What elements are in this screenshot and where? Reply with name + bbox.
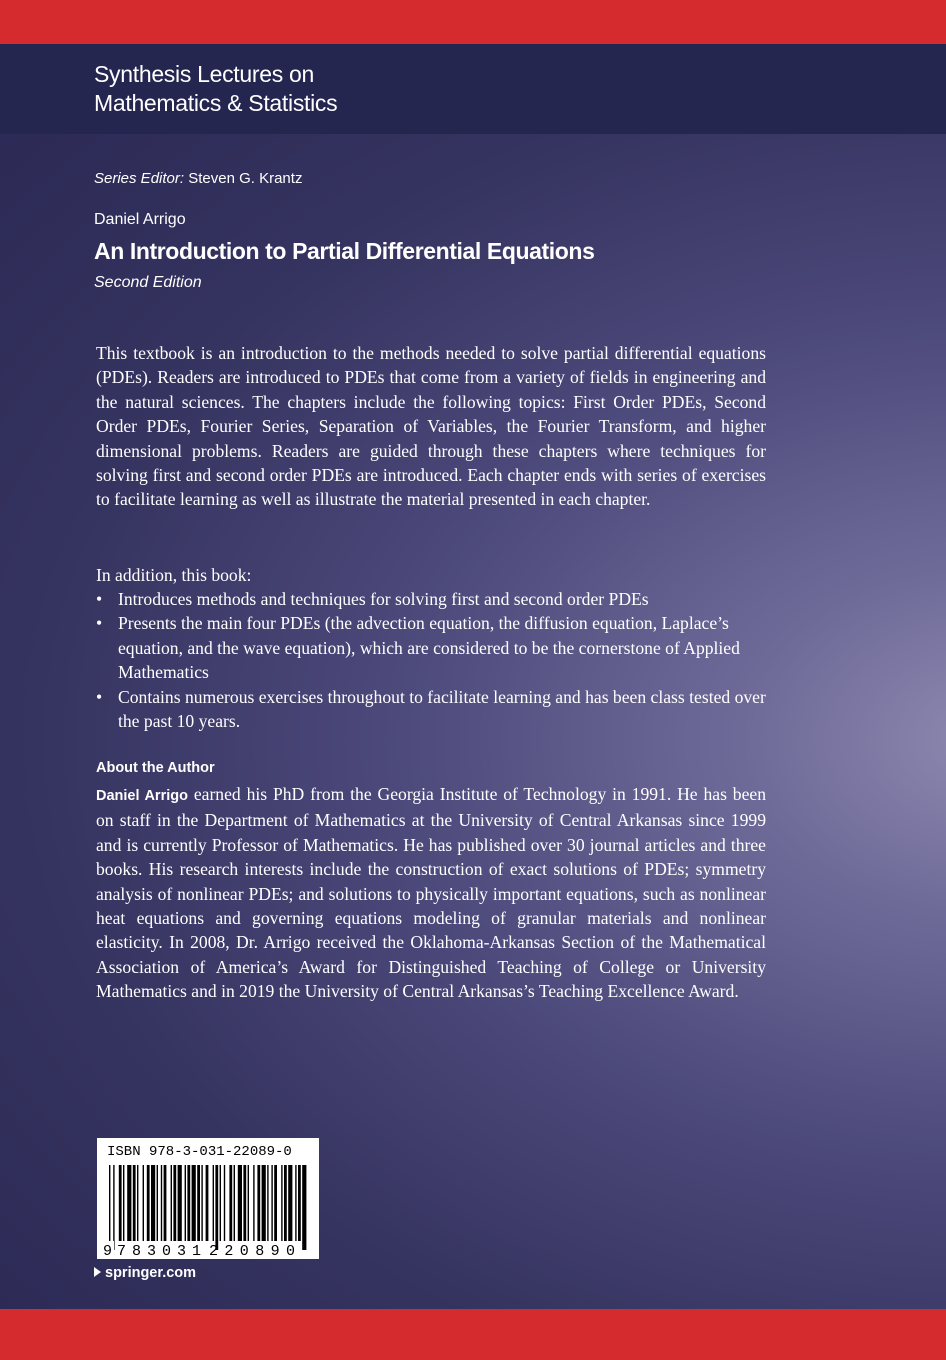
barcode-bar [298, 1165, 301, 1241]
barcode-bar [127, 1165, 131, 1241]
list-item: • Contains numerous exercises throughout to facilitate learning and has been class tested over the past 10 years. [96, 686, 766, 732]
barcode-bar [157, 1165, 158, 1241]
barcode-bar [178, 1165, 182, 1241]
barcode-bar [262, 1165, 266, 1241]
about-author-name: Daniel Arrigo [96, 788, 188, 804]
feature-list [96, 587, 766, 733]
barcode-bar [206, 1165, 209, 1241]
barcode-bar [185, 1165, 186, 1241]
barcode-bar [257, 1165, 260, 1241]
isbn-label: ISBN 978-3-031-22089-0 [107, 1144, 292, 1160]
barcode-bar [133, 1165, 136, 1241]
series-title-line-2: Mathematics & Statistics [94, 90, 338, 116]
barcode-right-group: 220890 [209, 1243, 295, 1259]
barcode-bar [288, 1165, 292, 1241]
barcode-bar [173, 1165, 176, 1241]
list-item: • Introduces methods and techniques for solving first and second order PDEs [96, 587, 766, 611]
book-description: This textbook is an introduction to the methods needed to solve partial differential equations (PDEs). Readers are introduced to PDEs that come from a variety of fields in engineering and the natural sciences. The chapters include the following topics: First Order PDEs, Second Order PDEs, Fourier Series, Separation of Variables, the Fourier Transform, and higher dimensional problems. Readers are guided through these chapters where techniques for solving first and second order PDEs are introduced. Each chapter ends with series of exercises to facilitate learning as well as illustrate the material presented in each chapter. [96, 343, 766, 510]
barcode-left-group: 783031 [117, 1243, 201, 1259]
barcode-bar [123, 1165, 124, 1241]
barcode-bar [295, 1165, 296, 1241]
barcode-bar [171, 1165, 172, 1241]
barcode-bar [229, 1165, 232, 1241]
bullet-icon: • [96, 589, 103, 609]
barcode-bar [137, 1165, 138, 1241]
list-item: • Presents the main four PDEs (the advection equation, the diffusion equation, Laplace’s equation, and the wave equation), which are considered to be the cornerstone of Applied Mathematics [96, 613, 740, 683]
barcode-bar [113, 1165, 114, 1250]
book-edition: Second Edition [94, 274, 202, 291]
barcode-bar [213, 1165, 214, 1241]
barcode-bar [197, 1165, 200, 1241]
bottom-red-band [0, 1309, 946, 1360]
series-editor-name: Steven G. Krantz [188, 170, 303, 187]
barcode-bar [281, 1165, 282, 1241]
barcode-bar [253, 1165, 254, 1241]
barcode-bar [224, 1165, 225, 1241]
publisher-url: springer.com [105, 1265, 197, 1281]
barcode-bar [164, 1165, 167, 1241]
barcode-bar [302, 1165, 306, 1250]
publisher-link[interactable] [94, 1265, 196, 1281]
bullet-icon: • [96, 686, 103, 707]
book-title: An Introduction to Partial Differential Equations [94, 238, 595, 264]
barcode-bar [143, 1165, 144, 1241]
isbn-barcode [97, 1138, 319, 1259]
barcode-bar [192, 1165, 196, 1241]
series-editor-label: Series Editor: [94, 170, 185, 187]
barcode-bar [274, 1165, 277, 1241]
book-author: Daniel Arrigo [94, 211, 186, 228]
top-red-band [0, 0, 946, 44]
series-title-line-1: Synthesis Lectures on [94, 61, 314, 87]
series-title [94, 60, 337, 118]
barcode-bar [161, 1165, 162, 1241]
barcode-bar [284, 1165, 287, 1241]
barcode-bar [151, 1165, 155, 1241]
barcode-bar [147, 1165, 150, 1241]
barcode-bar [215, 1165, 218, 1250]
about-author-text: Daniel Arrigo earned his PhD from the Georgia Institute of Technology in 1991. He has been on staff in the Department of Mathematics at the University of Central Arkansas since 1999 and is currently Professor of Mathematics. He has published over 30 journal articles and three books. His research interests include the construction of exact solutions of PDEs; symmetry analysis of nonlinear PDEs; and solutions to physically important equations, such as nonlinear heat equations and governing equations modeling of granular materials and nonlinear elasticity. In 2008, Dr. Arrigo received the Oklahoma-Arkansas Section of the Mathematical Association of America’s Award for Distinguished Teaching of College or University Mathematics and in 2019 the University of Central Arkansas’s Teaching Excellence Award. [96, 784, 766, 1002]
barcode-bar [271, 1165, 272, 1241]
barcode-bar [109, 1165, 110, 1250]
barcode-bar [267, 1165, 268, 1241]
barcode-bars [109, 1165, 306, 1250]
barcode-bar [119, 1165, 122, 1241]
series-editor [94, 170, 302, 187]
barcode-graphic [97, 1138, 319, 1259]
barcode-bar [187, 1165, 190, 1241]
barcode-bar [220, 1165, 221, 1241]
barcode-first-digit: 9 [103, 1243, 113, 1259]
barcode-bar [238, 1165, 242, 1241]
addition-intro: In addition, this book: [96, 565, 252, 585]
bullet-icon: • [96, 613, 103, 634]
barcode-bar [248, 1165, 249, 1241]
barcode-bar [234, 1165, 235, 1241]
barcode-bar [243, 1165, 246, 1241]
about-author-heading: About the Author [96, 760, 215, 776]
barcode-bar [201, 1165, 202, 1241]
arrow-right-icon [94, 1267, 101, 1277]
